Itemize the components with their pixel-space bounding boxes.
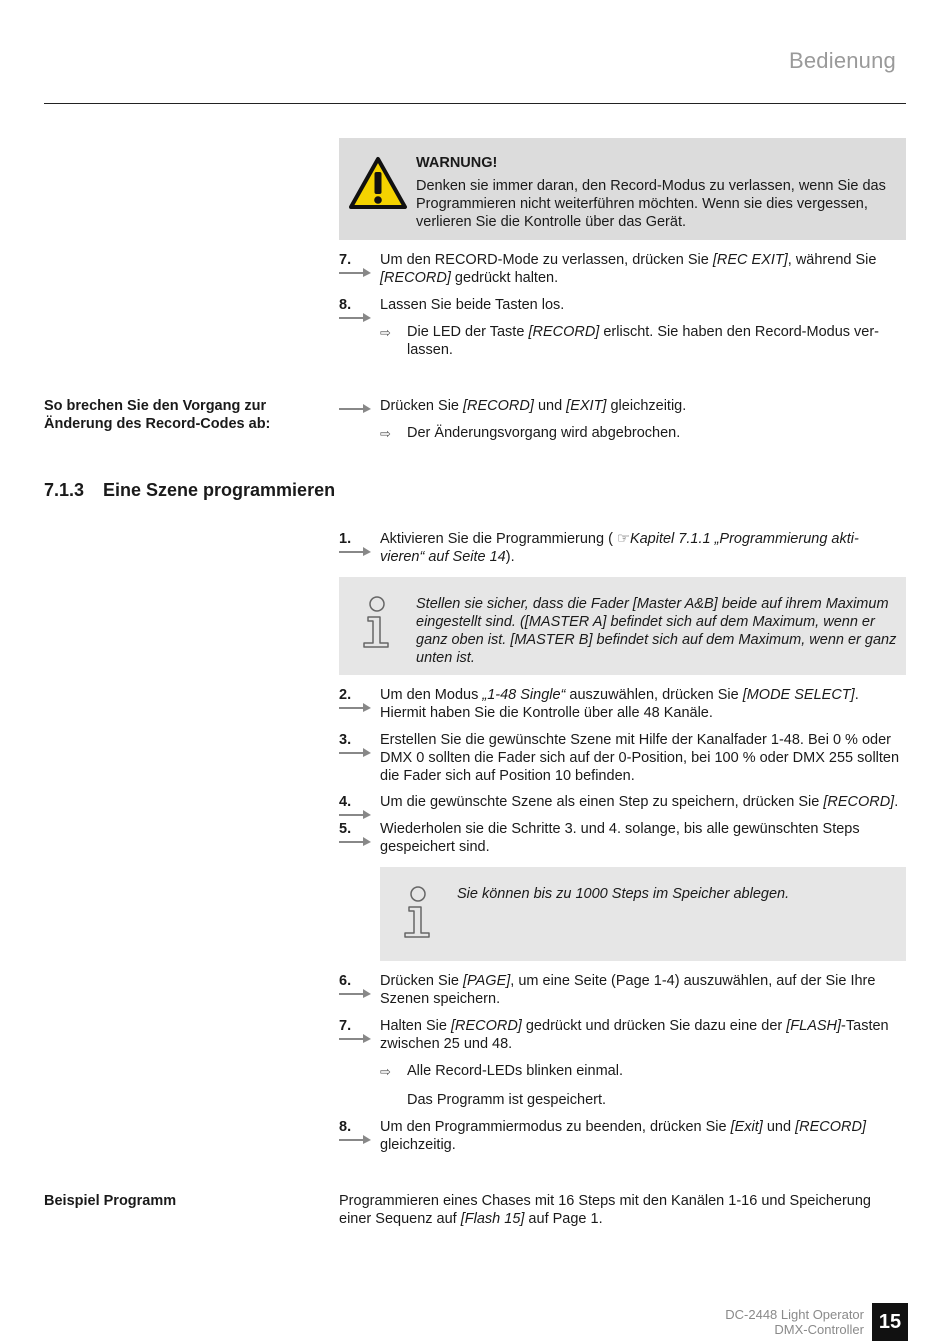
warning-text: Denken sie immer daran, den Record-Modus zu verlassen, wenn Sie das Programmieren nicht weiterführen möchten. Wenn sie dies vergessen, verlieren Sie die Kontrolle über das Gerät. bbox=[416, 178, 886, 230]
result-text: Der Änderungsvorgang wird abgebrochen. bbox=[407, 425, 681, 441]
footer-product: DC-2448 Light Operator DMX-Controller bbox=[725, 1307, 864, 1337]
example-label: Beispiel Programm bbox=[44, 1193, 177, 1209]
step-number: 8. bbox=[339, 1118, 373, 1136]
cancel-label: So brechen Sie den Vorgang zur Änderung des Record-Codes ab: bbox=[44, 398, 271, 432]
step-arrow-icon bbox=[339, 988, 371, 998]
step-text: Um die gewünschte Szene als einen Step zu speichern, drücken Sie [RECORD]. bbox=[380, 794, 899, 810]
result-arrow-icon: ⇨ bbox=[380, 426, 391, 441]
page-number: 15 bbox=[872, 1303, 908, 1341]
step-arrow-icon bbox=[339, 1134, 371, 1144]
link-hand-icon: ☞ bbox=[616, 531, 630, 547]
info-icon bbox=[362, 595, 392, 649]
step-number: 3. bbox=[339, 731, 373, 749]
result-arrow-icon: ⇨ bbox=[380, 1064, 391, 1079]
result-text: Die LED der Taste [RECORD] erlischt. Sie haben den Record-Modus ver- lassen. bbox=[407, 324, 880, 358]
step-text: Aktivieren Sie die Programmierung ( ☞Kapitel 7.1.1 „Programmierung akti- vieren“ auf Seite 14). bbox=[380, 531, 859, 565]
step-text: Lassen Sie beide Tasten los. bbox=[380, 297, 565, 313]
example-text: Programmieren eines Chases mit 16 Steps mit den Kanälen 1-16 und Speicherung einer Sequenz auf [Flash 15] auf Page 1. bbox=[339, 1193, 871, 1227]
step-arrow-icon bbox=[339, 809, 371, 819]
step-text: Um den Modus „1-48 Single“ auszuwählen, drücken Sie [MODE SELECT]. Hiermit haben Sie die Kontrolle über alle 48 Kanäle. bbox=[380, 687, 859, 721]
step-arrow-icon bbox=[339, 1033, 371, 1043]
step-arrow-icon bbox=[339, 312, 371, 322]
warning-title: WARNUNG! bbox=[416, 155, 498, 171]
step-text: Drücken Sie [PAGE], um eine Seite (Page 1-4) auszuwählen, auf der Sie Ihre Szenen speichern. bbox=[380, 973, 876, 1007]
cancel-text: Drücken Sie [RECORD] und [EXIT] gleichzeitig. bbox=[380, 398, 687, 414]
info-text: Stellen sie sicher, dass die Fader [Master A&B] beide auf ihrem Maximum eingestellt sind. ([MASTER A] befindet sich auf dem Maximum, wenn er ganz oben ist. [MASTER B] befindet sich auf dem Maximum, wenn er ganz unten ist. bbox=[416, 596, 897, 666]
header-title: Bedienung bbox=[788, 48, 896, 73]
step-text: Erstellen Sie die gewünschte Szene mit Hilfe der Kanalfader 1-48. Bei 0 % oder DMX 0 sollten die Fader sich auf der 0-Position, bei 100 % oder DMX 255 sollten die Fader sich auf Position 10 befinden. bbox=[380, 732, 900, 784]
step-arrow-icon bbox=[339, 702, 371, 712]
info-box bbox=[380, 867, 906, 961]
step-arrow-icon bbox=[339, 747, 371, 757]
step-text: Um den RECORD-Mode zu verlassen, drücken Sie [REC EXIT], während Sie [RECORD] gedrückt halten. bbox=[380, 252, 877, 286]
step-arrow-icon bbox=[339, 546, 371, 556]
header-divider bbox=[44, 103, 906, 104]
step-text: Wiederholen sie die Schritte 3. und 4. solange, bis alle gewünschten Steps gespeichert sind. bbox=[380, 821, 860, 855]
section-heading: 7.1.3 Eine Szene programmieren bbox=[44, 480, 336, 500]
step-number: 5. bbox=[339, 820, 373, 838]
result-arrow-icon: ⇨ bbox=[380, 325, 391, 340]
step-number: 8. bbox=[339, 296, 373, 314]
saved-text: Das Programm ist gespeichert. bbox=[407, 1092, 607, 1108]
step-text: Halten Sie [RECORD] gedrückt und drücken Sie dazu eine der [FLASH]-Tasten zwischen 25 und 48. bbox=[380, 1018, 889, 1052]
step-number: 1. bbox=[339, 530, 373, 548]
step-arrow-icon bbox=[339, 403, 371, 413]
step-arrow-icon bbox=[339, 267, 371, 277]
step-number: 7. bbox=[339, 251, 373, 269]
step-number: 2. bbox=[339, 686, 373, 704]
warning-triangle-icon bbox=[348, 156, 408, 210]
result-text: Alle Record-LEDs blinken einmal. bbox=[407, 1063, 623, 1079]
info-text: Sie können bis zu 1000 Steps im Speicher ablegen. bbox=[457, 886, 790, 902]
step-number: 4. bbox=[339, 793, 373, 811]
step-number: 7. bbox=[339, 1017, 373, 1035]
info-icon bbox=[403, 885, 433, 939]
step-number: 6. bbox=[339, 972, 373, 990]
step-text: Um den Programmiermodus zu beenden, drücken Sie [Exit] und [RECORD] gleichzeitig. bbox=[380, 1119, 866, 1153]
step-arrow-icon bbox=[339, 836, 371, 846]
